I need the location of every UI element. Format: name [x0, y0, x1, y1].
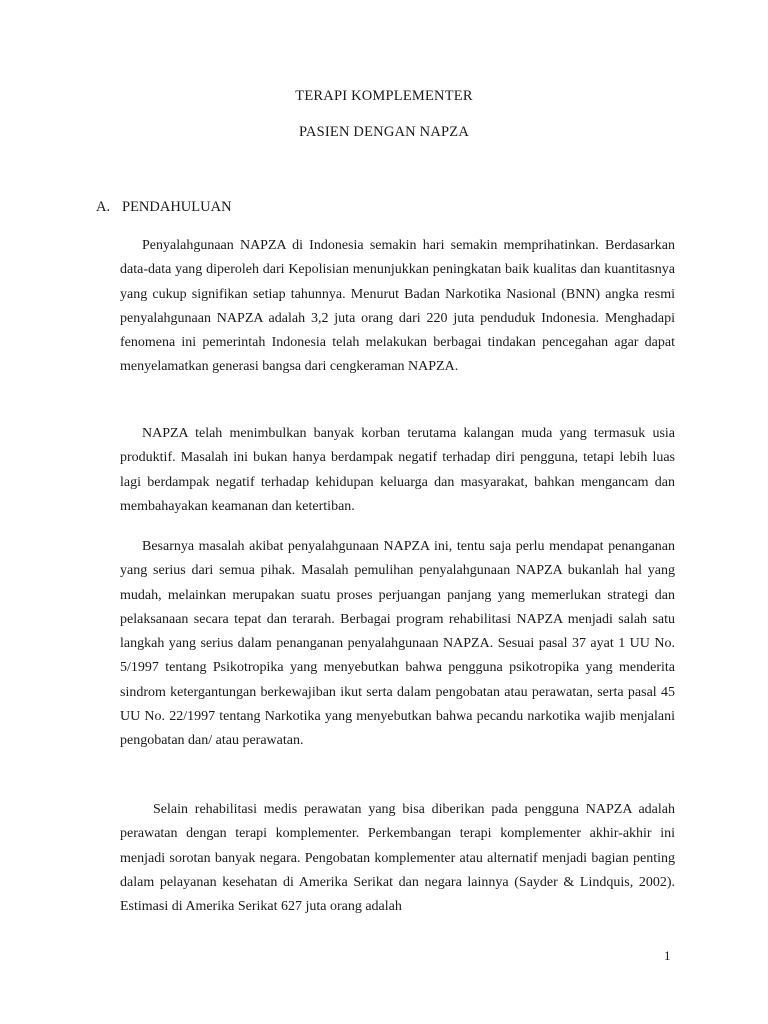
section-heading	[96, 199, 232, 216]
section-title: PENDAHULUAN	[122, 199, 232, 215]
document-title-line-2: PASIEN DENGAN NAPZA	[298, 124, 470, 140]
paragraph-4: Selain rehabilitasi medis perawatan yang bisa diberikan pada pengguna NAPZA adalah perawatan dengan terapi komplementer. Perkembangan terapi komplementer akhir-akhir ini menjadi sorotan banyak negara. Pengobatan komplementer atau alternatif menjadi bagian penting dalam pelayanan kesehatan di Amerika Serikat dan negara lainnya (Sayder & Lindquis, 2002). Estimasi di Amerika Serikat 627 juta orang adalah	[120, 802, 675, 915]
section-number: A.	[96, 199, 111, 215]
paragraph-1: Penyalahgunaan NAPZA di Indonesia semakin hari semakin memprihatinkan. Berdasarkan data-data yang diperoleh dari Kepolisian menunjukkan peningkatan baik kualitas dan kuantitasnya yang cukup signifikan setiap tahunnya. Menurut Badan Narkotika Nasional (BNN) angka resmi penyalahgunaan NAPZA adalah 3,2 juta orang dari 220 juta penduduk Indonesia. Menghadapi fenomena ini pemerintah Indonesia telah melakukan berbagai tindakan pencegahan agar dapat menyelamatkan generasi bangsa dari cengkeraman NAPZA.	[120, 238, 675, 375]
document-title-line-1: TERAPI KOMPLEMENTER	[295, 88, 473, 104]
page-number: 1	[664, 948, 671, 963]
paragraph-3: Besarnya masalah akibat penyalahgunaan NAPZA ini, tentu saja perlu mendapat penanganan yang serius dari semua pihak. Masalah pemulihan penyalahgunaan NAPZA bukanlah hal yang mudah, melainkan merupakan suatu proses perjuangan panjang yang memerlukan strategi dan pelaksanaan secara tepat dan terarah. Berbagai program rehabilitasi NAPZA menjadi salah satu langkah yang serius dalam penanganan penyalahgunaan NAPZA. Sesuai pasal 37 ayat 1 UU No. 5/1997 tentang Psikotropika yang menyebutkan bahwa pengguna psikotropika yang menderita sindrom ketergantungan berkewajiban ikut serta dalam pengobatan atau perawatan, serta pasal 45 UU No. 22/1997 tentang Narkotika yang menyebutkan bahwa pecandu narkotika wajib menjalani pengobatan dan/ atau perawatan.	[120, 539, 675, 749]
paragraph-2: NAPZA telah menimbulkan banyak korban terutama kalangan muda yang termasuk usia produktif. Masalah ini bukan hanya berdampak negatif terhadap diri pengguna, tetapi lebih luas lagi berdampak negatif terhadap kehidupan keluarga dan masyarakat, bahkan mengancam dan membahayakan keamanan dan ketertiban.	[120, 426, 675, 514]
